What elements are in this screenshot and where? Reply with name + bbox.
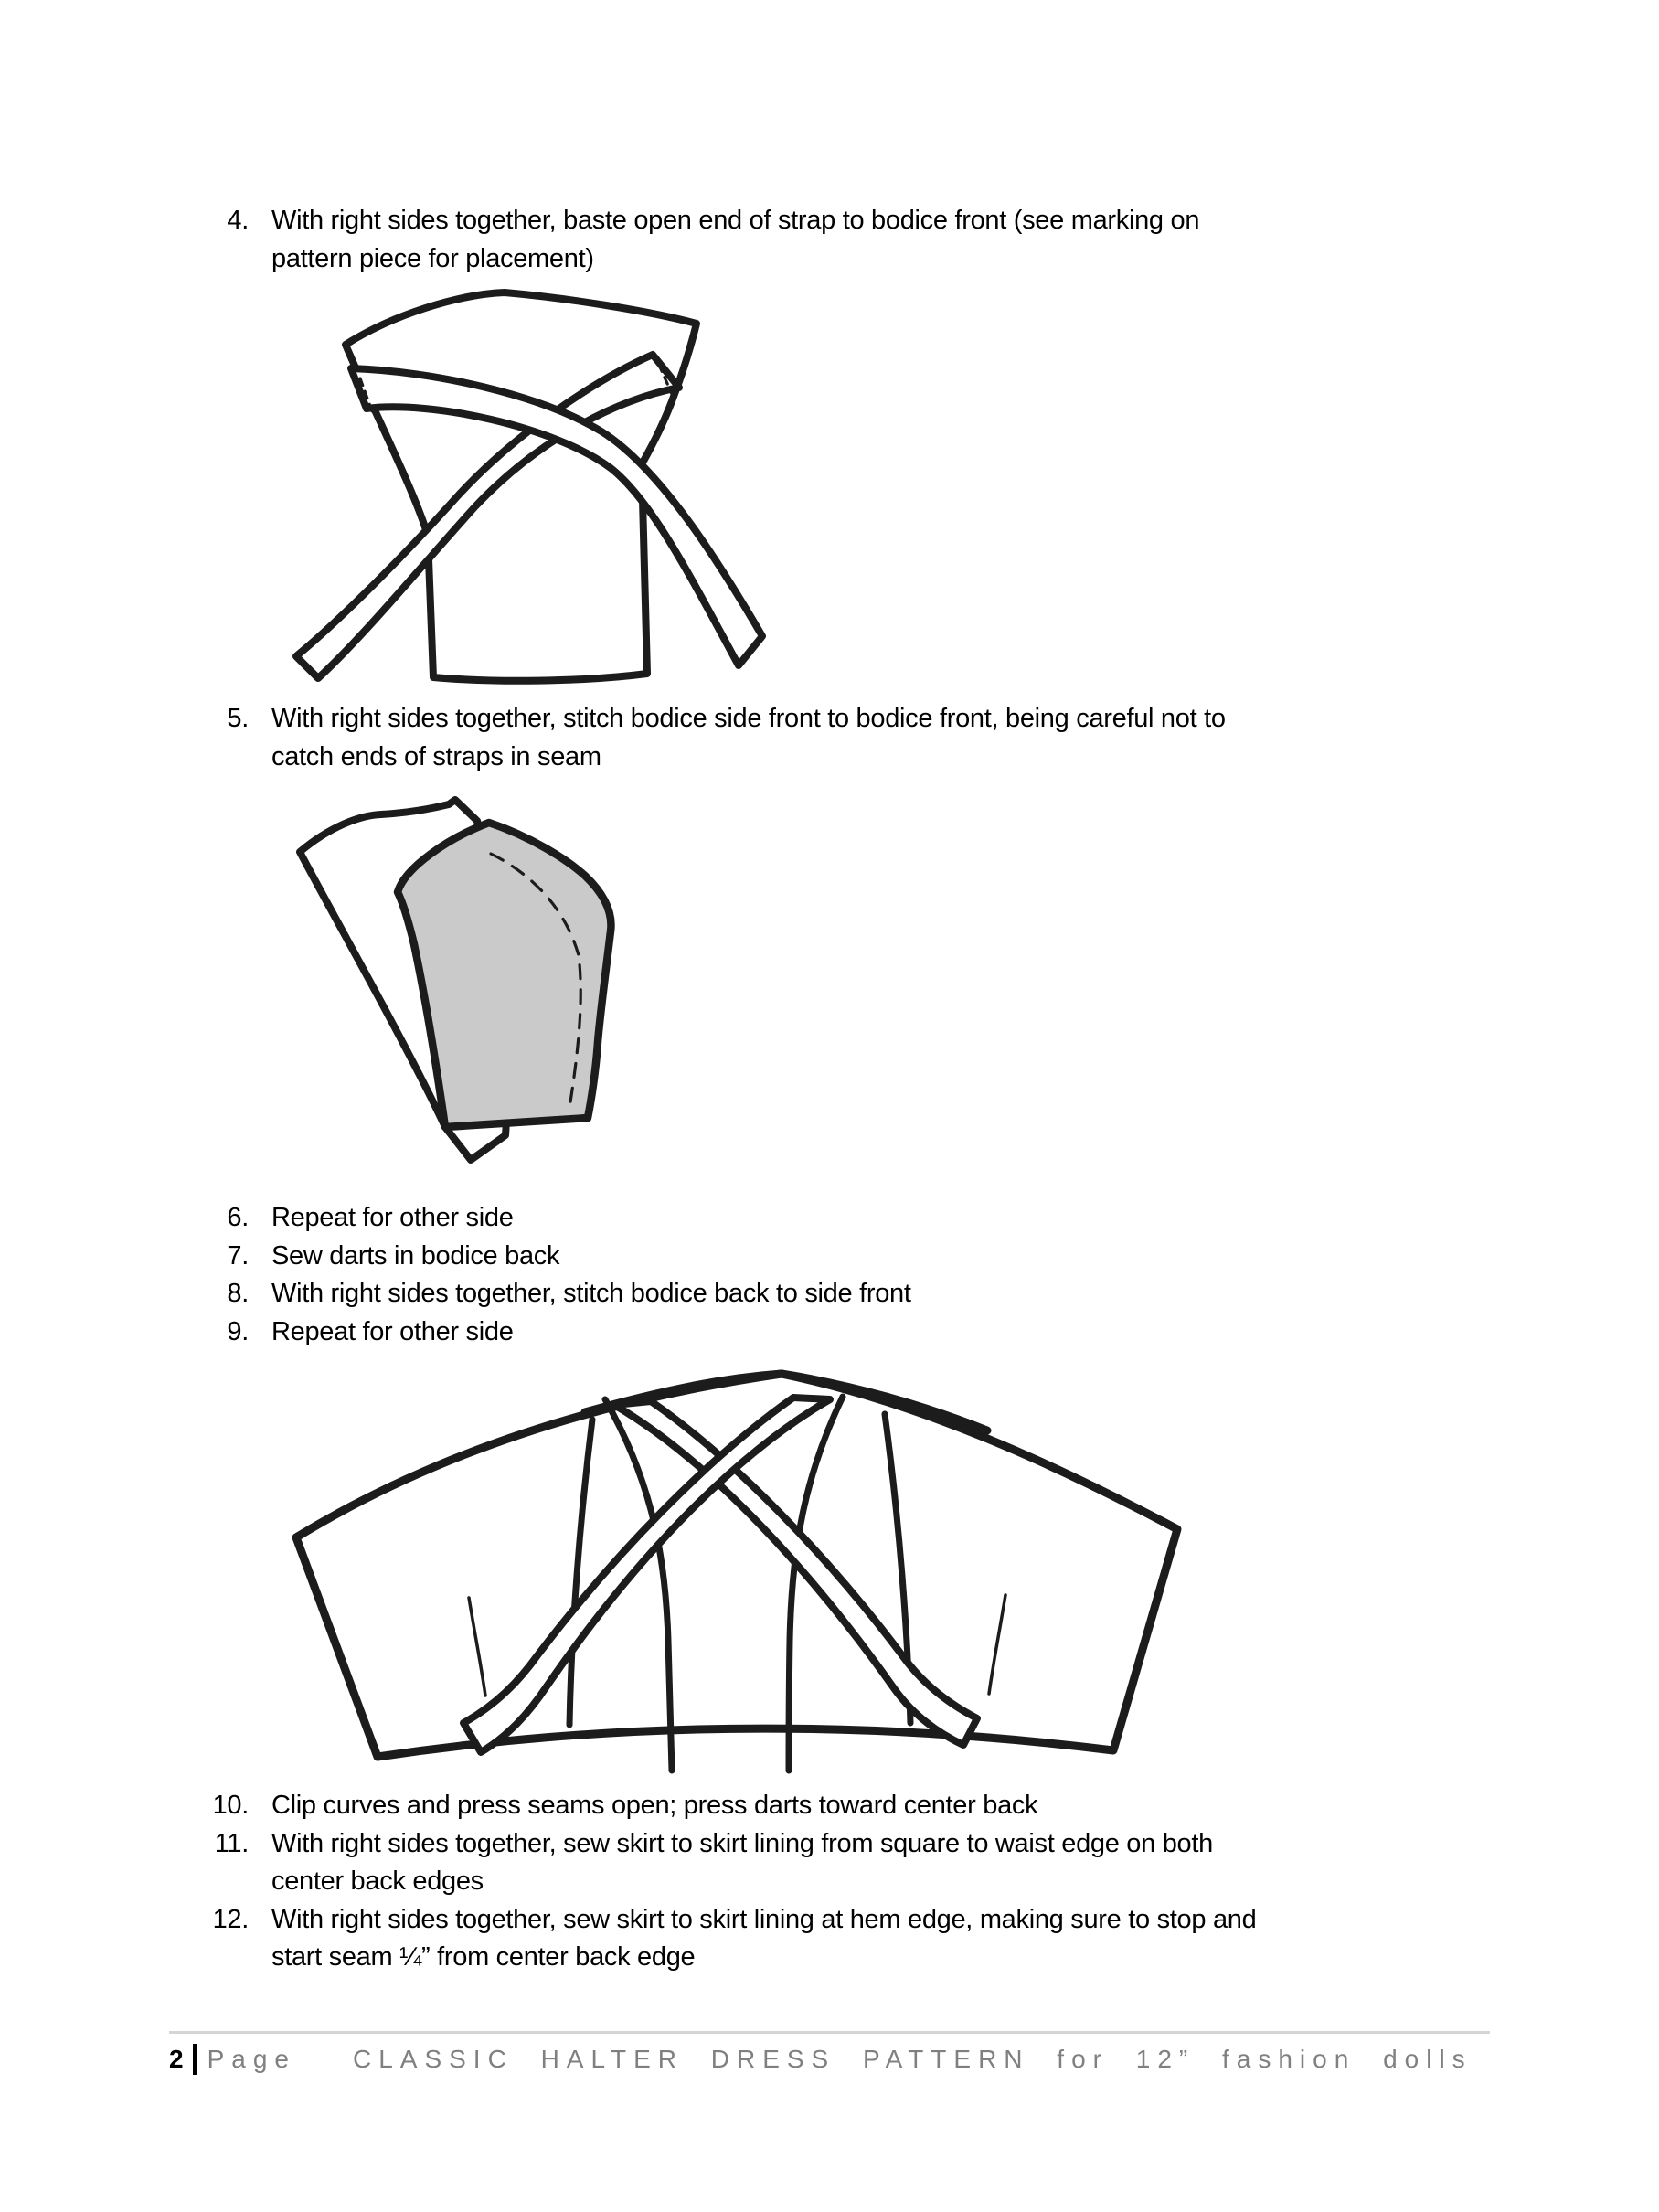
instruction-line: Repeat for other side [271, 1203, 514, 1232]
instruction-item [183, 1199, 911, 1238]
document-title: CLASSIC HALTER DRESS PATTERN for 12” fashion dolls [352, 2045, 1473, 2073]
page-number: 2 [169, 2045, 185, 2073]
instruction-item [183, 1238, 911, 1276]
bodice-side-front-illustration [261, 782, 699, 1193]
list-number: 7. [227, 1240, 249, 1271]
instruction-line: catch ends of straps in seam [271, 741, 601, 771]
footer-divider [169, 2031, 1490, 2034]
instruction-line: Sew darts in bodice back [271, 1240, 560, 1271]
instruction-line: With right sides together, stitch bodice side front to bodice front, being careful not to [271, 704, 1226, 733]
instruction-group-steps10-12 [183, 1787, 1256, 1977]
instruction-item [183, 202, 1199, 278]
instruction-text [271, 1787, 1037, 1825]
instruction-text [271, 1901, 1256, 1977]
instruction-group-step5 [183, 700, 1226, 776]
bodice-front-straps-drawing [265, 274, 804, 686]
instruction-text [271, 1238, 559, 1276]
instruction-text [271, 1825, 1213, 1901]
instruction-line: With right sides together, stitch bodice back to side front [271, 1279, 911, 1308]
instruction-text [271, 202, 1199, 278]
page-label: Page [207, 2045, 296, 2073]
instruction-line: center back edges [271, 1866, 484, 1896]
instruction-text [271, 1313, 514, 1352]
instruction-text [271, 1275, 911, 1313]
list-number: 12. [212, 1904, 249, 1934]
instruction-group-steps6-9 [183, 1199, 911, 1351]
instruction-line: Clip curves and press seams open; press darts toward center back [271, 1791, 1038, 1820]
instruction-line: Repeat for other side [271, 1316, 514, 1346]
instruction-item [183, 1275, 911, 1313]
footer-separator-bar [193, 2044, 197, 2075]
bodice-back-drawing [283, 1367, 1197, 1782]
bodice-back-outline [296, 1374, 1177, 1757]
page-footer [169, 2044, 1473, 2075]
instruction-item [183, 1901, 1256, 1977]
instruction-item [183, 1313, 911, 1352]
instruction-group-step4 [183, 202, 1199, 278]
list-number: 5. [227, 704, 249, 733]
bodice-side-front-drawing [261, 782, 699, 1193]
bodice-front-straps-illustration [265, 274, 804, 686]
list-number: 4. [227, 206, 249, 235]
list-number: 10. [212, 1791, 249, 1820]
list-number: 9. [227, 1316, 249, 1346]
list-number: 6. [227, 1203, 249, 1232]
instruction-item [183, 700, 1226, 776]
instruction-line: With right sides together, baste open end of strap to bodice front (see marking on [271, 206, 1200, 235]
instruction-line: start seam ¼” from center back edge [271, 1942, 696, 1972]
instruction-item [183, 1825, 1256, 1901]
instruction-text [271, 1199, 514, 1238]
instruction-text [271, 700, 1226, 776]
instruction-line: With right sides together, sew skirt to skirt lining from square to waist edge on both [271, 1828, 1213, 1858]
bodice-back-illustration [283, 1367, 1197, 1782]
instruction-item [183, 1787, 1256, 1825]
instruction-line: pattern piece for placement) [271, 243, 594, 273]
instruction-line: With right sides together, sew skirt to skirt lining at hem edge, making sure to stop and [271, 1904, 1257, 1934]
list-number: 8. [227, 1279, 249, 1308]
list-number: 11. [214, 1828, 249, 1858]
